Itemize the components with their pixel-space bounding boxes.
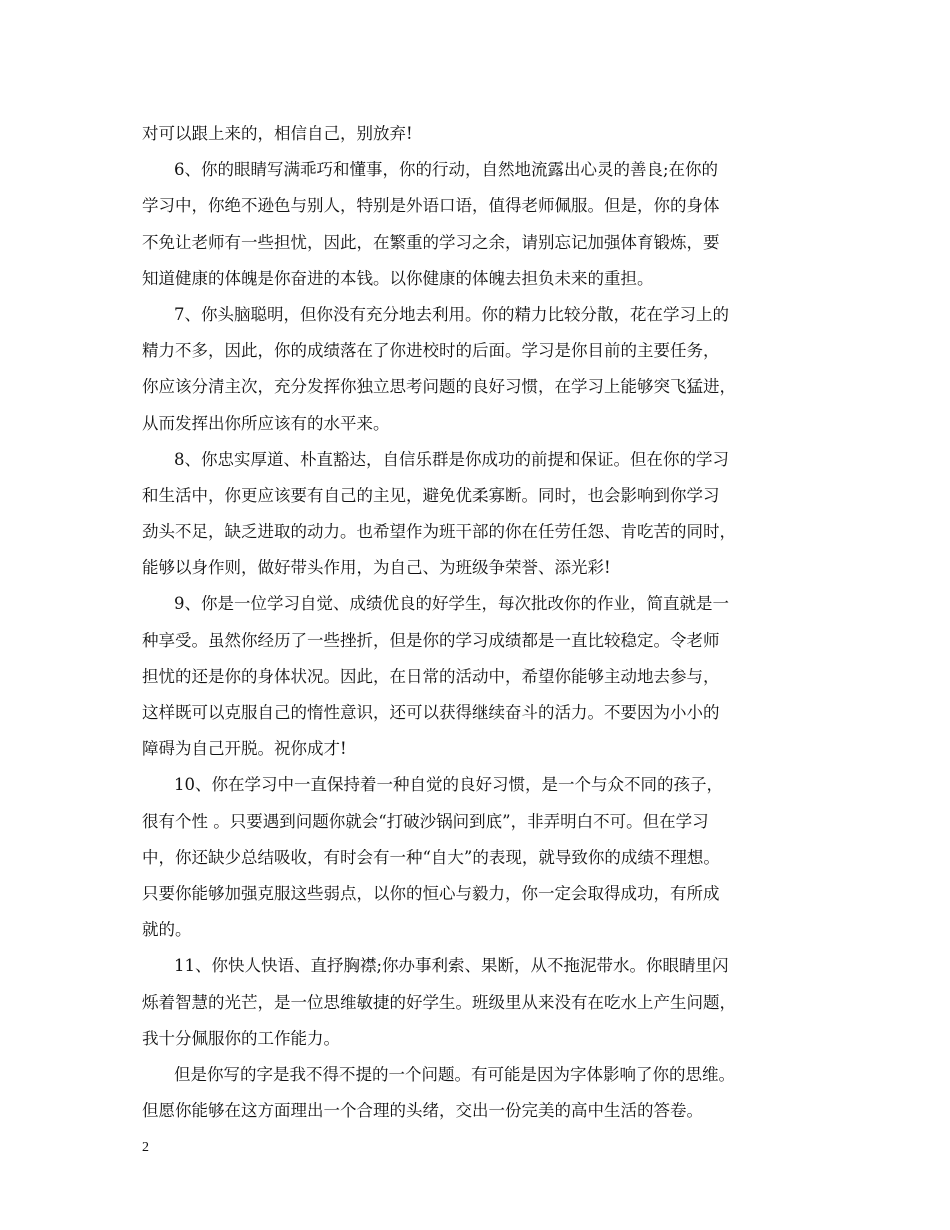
text-line: 但愿你能够在这方面理出一个合理的头绪，交出一份完美的高中生活的答卷。 — [142, 1101, 703, 1121]
text-line: 种享受。虽然你经历了一些挫折，但是你的学习成绩都是一直比较稳定。令老师 — [142, 630, 720, 650]
text-line: 从而发挥出你所应该有的水平来。 — [142, 413, 390, 433]
page-number: 2 — [142, 1140, 149, 1155]
text-line: 中，你还缺少总结吸收，有时会有一种“自大”的表现，就导致你的成绩不理想。 — [142, 847, 720, 867]
text-line: 你应该分清主次，充分发挥你独立思考问题的良好习惯，在学习上能够突飞猛进， — [142, 377, 736, 397]
text-line: 10、你在学习中一直保持着一种自觉的良好习惯，是一个与众不同的孩子， — [174, 775, 723, 795]
text-line: 11、你快人快语、直抒胸襟;你办事利索、果断，从不拖泥带水。你眼睛里闪 — [174, 956, 729, 976]
text-line: 精力不多，因此，你的成绩落在了你进校时的后面。学习是你目前的主要任务， — [142, 341, 720, 361]
text-line: 我十分佩服你的工作能力。 — [142, 1028, 340, 1048]
text-line: 学习中，你绝不逊色与别人，特别是外语口语，值得老师佩服。但是，你的身体 — [142, 196, 720, 216]
text-line: 担忧的还是你的身体状况。因此，在日常的活动中，希望你能够主动地去参与， — [142, 666, 720, 686]
text-line: 只要你能够加强克服这些弱点，以你的恒心与毅力，你一定会取得成功，有所成 — [142, 883, 720, 903]
text-line: 7、你头脑聪明，但你没有充分地去利用。你的精力比较分散，花在学习上的 — [174, 304, 729, 324]
text-line: 障碍为自己开脱。祝你成才! — [142, 739, 347, 759]
text-line: 很有个性 。只要遇到问题你就会“打破沙锅问到底”，非弄明白不可。但在学习 — [142, 811, 709, 831]
body-text — [142, 116, 822, 1129]
text-line: 9、你是一位学习自觉、成绩优良的好学生，每次批改你的作业，简直就是一 — [174, 594, 729, 614]
text-line: 就的。 — [142, 920, 192, 940]
text-line: 对可以跟上来的，相信自己，别放弃! — [142, 124, 413, 143]
text-line: 这样既可以克服自己的惰性意识，还可以获得继续奋斗的活力。不要因为小小的 — [142, 703, 720, 722]
text-line: 不免让老师有一些担忧，因此，在繁重的学习之余，请别忘记加强体育锻炼，要 — [142, 232, 720, 252]
text-line: 6、你的眼睛写满乖巧和懂事，你的行动，自然地流露出心灵的善良;在你的 — [174, 160, 719, 180]
text-line: 但是你写的字是我不得不提的一个问题。有可能是因为字体影响了你的思维。 — [174, 1064, 735, 1084]
text-line: 劲头不足，缺乏进取的动力。也希望作为班干部的你在任劳任怨、肯吃苦的同时， — [142, 522, 736, 542]
text-line: 烁着智慧的光芒，是一位思维敏捷的好学生。班级里从来没有在吃水上产生问题， — [142, 992, 736, 1012]
text-line: 和生活中，你更应该要有自己的主见，避免优柔寡断。同时，也会影响到你学习 — [142, 485, 720, 505]
text-line: 知道健康的体魄是你奋进的本钱。以你健康的体魄去担负未来的重担。 — [142, 268, 654, 288]
text-line: 能够以身作则，做好带头作用，为自己、为班级争荣誉、添光彩! — [142, 558, 611, 578]
text-line: 8、你忠实厚道、朴直豁达，自信乐群是你成功的前提和保证。但在你的学习 — [174, 449, 729, 469]
